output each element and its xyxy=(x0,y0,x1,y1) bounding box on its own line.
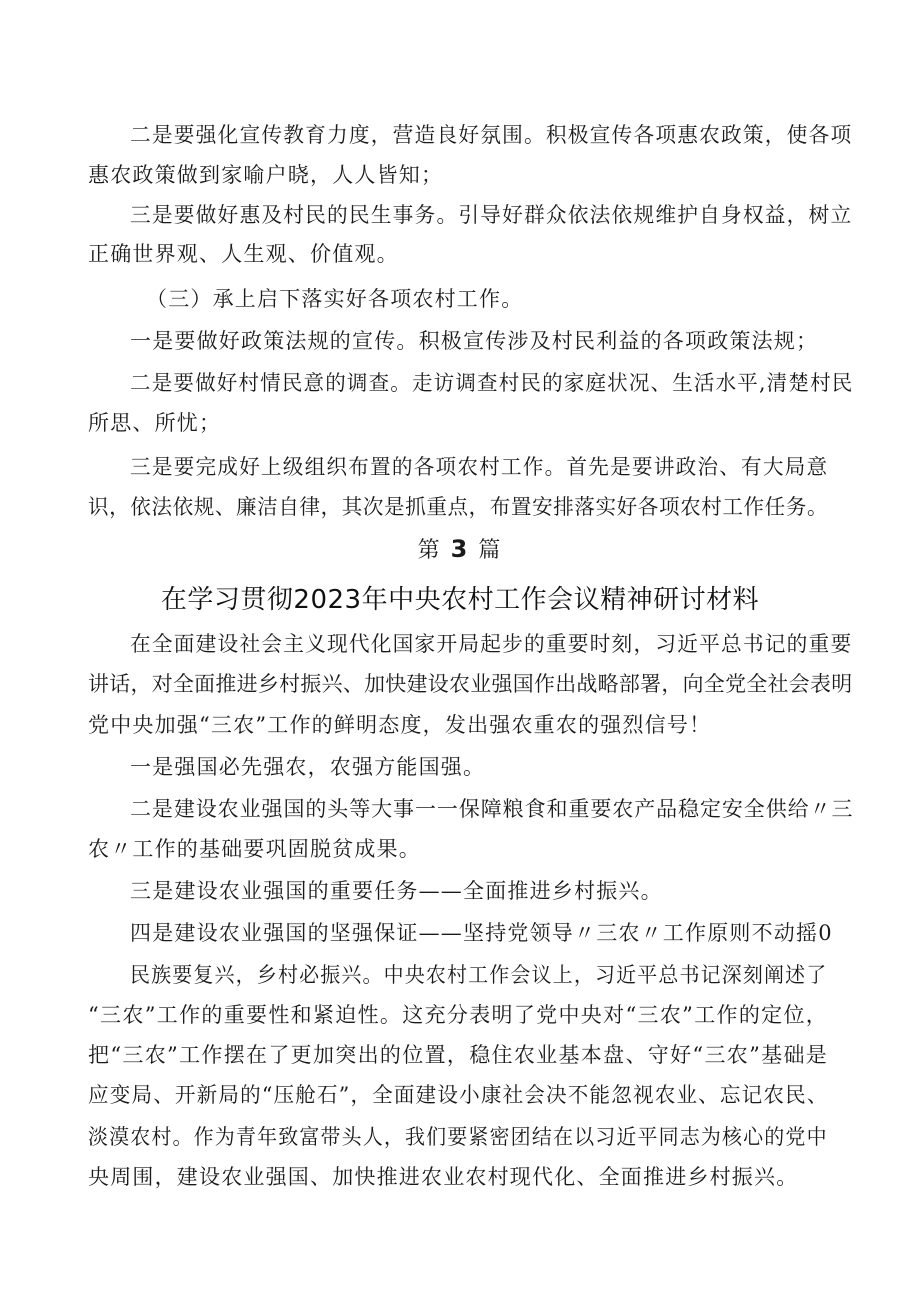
paragraph-line: 央周围，建设农业强国、加快推进农业农村现代化、全面推进乡村振兴。 xyxy=(88,1165,799,1189)
paragraph-line: 讲话，对全面推进乡村振兴、加快建设农业强国作出战略部署，向全党全社会表明 xyxy=(88,672,853,696)
paragraph-line: 三是建设农业强国的重要任务——全面推进乡村振兴。 xyxy=(130,879,663,903)
section-label-number: 3 xyxy=(450,535,470,563)
paragraph-line: 二是建设农业强国的头等大事一一保障粮食和重要农产品稳定安全供给〃三 xyxy=(130,797,853,821)
paragraph-line: 在全面建设社会主义现代化国家开局起步的重要时刻，习近平总书记的重要 xyxy=(130,632,853,656)
paragraph-line: 一是强国必先强农，农强方能国强。 xyxy=(130,755,486,779)
paragraph-line: 把“三农”工作摆在了更加突出的位置，稳住农业基本盘、守好“三农”基础是 xyxy=(88,1043,828,1067)
paragraph-line: 惠农政策做到家喻户晓，人人皆知； xyxy=(88,163,444,187)
paragraph-line: 淡漠农村。作为青年致富带头人，我们要紧密团结在以习近平同志为核心的党中 xyxy=(88,1125,828,1149)
document-title: 在学习贯彻2023年中央农村工作会议精神研讨材料 xyxy=(160,585,760,615)
paragraph-line: 二是要强化宣传教育力度，营造良好氛围。积极宣传各项惠农政策，使各项 xyxy=(130,123,853,147)
paragraph-line: 四是建设农业强国的坚强保证——坚持党领导〃三农〃工作原则不动摇0 xyxy=(130,921,833,945)
section-label-suffix: 篇 xyxy=(478,538,503,563)
paragraph-line: 应变局、开新局的“压舱石”，全面建设小康社会决不能忽视农业、忘记农民、 xyxy=(88,1083,829,1107)
section-label-prefix: 第 xyxy=(417,538,442,563)
paragraph-line: 一是要做好政策法规的宣传。积极宣传涉及村民利益的各项政策法规； xyxy=(130,329,819,353)
paragraph-line: 三是要完成好上级组织布置的各项农村工作。首先是要讲政治、有大局意 xyxy=(130,455,829,479)
paragraph-line: 党中央加强“三农”工作的鲜明态度，发出强农重农的强烈信号！ xyxy=(88,713,712,737)
section-label xyxy=(0,534,920,566)
paragraph-line: 三是要做好惠及村民的民生事务。引导好群众依法依规维护自身权益，树立 xyxy=(130,203,853,227)
paragraph-line: “三农”工作的重要性和紧迫性。这充分表明了党中央对“三农”工作的定位， xyxy=(88,1003,828,1027)
paragraph-line: 所思、所忧； xyxy=(88,411,222,435)
paragraph-line: 识，依法依规、廉洁自律，其次是抓重点，布置安排落实好各项农村工作任务。 xyxy=(88,495,829,519)
subheading-line: （三）承上启下落实好各项农村工作。 xyxy=(146,287,524,311)
paragraph-line: 农〃工作的基础要巩固脱贫成果。 xyxy=(88,837,421,861)
paragraph-line: 正确世界观、人生观、价值观。 xyxy=(88,242,399,266)
paragraph-line: 二是要做好村情民意的调查。走访调查村民的家庭状况、生活水平,清楚村民 xyxy=(130,371,854,395)
paragraph-line: 民族要复兴，乡村必振兴。中央农村工作会议上，习近平总书记深刻阐述了 xyxy=(130,963,828,987)
